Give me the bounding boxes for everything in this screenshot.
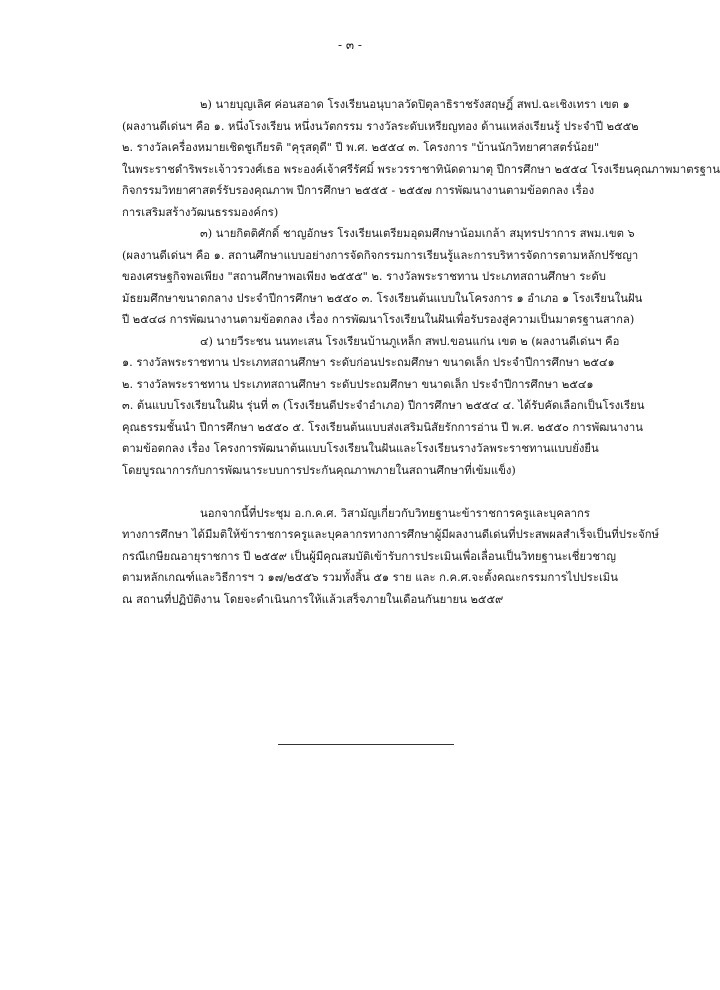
paragraph-item-4 [122,331,645,482]
paragraph-line: ตามหลักเกณฑ์และวิธีการฯ ว ๑๗/๒๕๕๖ รวมทั้งสิ้น ๕๑ ราย และ ก.ค.ศ.จะตั้งคณะกรรมการไปประเมิน [122,571,618,584]
paragraph-line: ๓) นายกิตติศักดิ์ ชาญอักษร โรงเรียนเตรียมอุดมศึกษาน้อมเกล้า สมุทรปราการ สพม.เขต ๖ [200,227,635,240]
paragraph-line: ๒. รางวัลเครื่องหมายเชิดชูเกียรติ "คุรุสดุดี" ปี พ.ศ. ๒๕๕๔ ๓. โครงการ "บ้านนักวิทยาศาสตร์น้อย" [122,141,600,154]
paragraph-line: ๔) นายวีระชน นนทะเสน โรงเรียนบ้านภูเหล็ก สพป.ขอนแก่น เขต ๒ (ผลงานดีเด่นฯ คือ [200,334,620,348]
paragraph-line: กิจกรรมวิทยาศาสตร์รับรองคุณภาพ ปีการศึกษา ๒๕๕๕ - ๒๕๕๗ การพัฒนางานตามข้อตกลง เรื่อง [122,184,595,197]
paragraph-item-3 [122,223,643,331]
paragraph-spacer [122,481,590,503]
paragraph-line: ของเศรษฐกิจพอเพียง "สถานศึกษาพอเพียง ๒๕๕๕" ๒. รางวัลพระราชทาน ประเภทสถานศึกษา ระดับ [122,270,606,283]
page-number: - ๓ - [338,38,362,52]
paragraph-line: คุณธรรมชั้นนำ ปีการศึกษา ๒๕๕๐ ๕. โรงเรียนต้นแบบส่งเสริมนิสัยรักการอ่าน ปี พ.ศ. ๒๕๕๐ การพัฒนางาน [122,420,643,434]
paragraph-line: กรณีเกษียณอายุราชการ ปี ๒๕๕๙ เป็นผู้มีคุณสมบัติเข้ารับการประเมินเพื่อเลื่อนเป็นวิทยฐานะเชี่ยวชาญ [122,549,616,563]
end-divider [278,744,454,745]
paragraph-line: ณ สถานที่ปฏิบัติงาน โดยจะดำเนินการให้แล้วเสร็จภายในเดือนกันยายน ๒๕๕๙ [122,592,504,606]
paragraph-line: มัธยมศึกษาขนาดกลาง ประจำปีการศึกษา ๒๕๕๐ ๓. โรงเรียนต้นแบบในโครงการ ๑ อำเภอ ๑ โรงเรียนในฝัน [122,291,643,305]
paragraph-line: ๒. รางวัลพระราชทาน ประเภทสถานศึกษา ระดับประถมศึกษา ขนาดเล็ก ประจำปีการศึกษา ๒๕๔๑ [122,377,594,391]
paragraph-item-2 [122,94,720,223]
paragraph-line: นอกจากนี้ที่ประชุม อ.ก.ค.ศ. วิสามัญเกี่ยวกับวิทยฐานะข้าราชการครูและบุคลากร [200,506,590,520]
paragraph-line: ทางการศึกษา ได้มีมติให้ข้าราชการครูและบุคลากรทางการศึกษาผู้มีผลงานดีเด่นที่ประสพผลสำเร็จเป็นที่ประจักษ์ [122,528,659,541]
paragraph-line: ๒) นายบุญเลิศ ค่อนสอาด โรงเรียนอนุบาลวัดปิตุลาธิราชรังสฤษฎิ์ สพป.ฉะเชิงเทรา เขต ๑ [200,98,630,111]
paragraph-line: โดยบูรณาการกับการพัฒนาระบบการประกันคุณภาพภายในสถานศึกษาที่เข้มแข็ง) [122,463,516,477]
paragraph-line: ๑. รางวัลพระราชทาน ประเภทสถานศึกษา ระดับก่อนประถมศึกษา ขนาดเล็ก ประจำปีการศึกษา ๒๕๔๑ [122,356,615,369]
paragraph-conclusion [122,503,659,611]
document-body [122,94,720,610]
paragraph-line: ๓. ต้นแบบโรงเรียนในฝัน รุ่นที่ ๓ (โรงเรียนดีประจำอำเภอ) ปีการศึกษา ๒๕๕๔ ๔. ได้รับคัดเลือกเป็นโรงเรียน [122,399,645,412]
paragraph-line: ปี ๒๕๔๘ การพัฒนางานตามข้อตกลง เรื่อง การพัฒนาโรงเรียนในฝันเพื่อรับรองสู่ความเป็นมาตรฐานสากล) [122,313,635,326]
paragraph-line: ตามข้อตกลง เรื่อง โครงการพัฒนาต้นแบบโรงเรียนในฝันและโรงเรียนรางวัลพระราชทานแบบยั่งยืน [122,442,599,455]
paragraph-line: (ผลงานดีเด่นฯ คือ ๑. สถานศึกษาแบบอย่างการจัดกิจกรรมการเรียนรู้และการบริหารจัดการตามหลักปรัชญา [122,248,639,262]
paragraph-line: (ผลงานดีเด่นฯ คือ ๑. หนึ่งโรงเรียน หนึ่งนวัตกรรม รางวัลระดับเหรียญทอง ด้านแหล่งเรียนรู้ ประจำปี ๒๕๕๒ [122,119,639,133]
paragraph-line: ในพระราชดำริพระเจ้าวรวงศ์เธอ พระองค์เจ้าศรีรัศมิ์ พระวรราชาทินัดดามาตุ ปีการศึกษา ๒๕๕๔ โรงเรียนคุณภาพมาตรฐาน [122,162,720,176]
paragraph-line: การเสริมสร้างวัฒนธรรมองค์กร) [122,205,279,219]
